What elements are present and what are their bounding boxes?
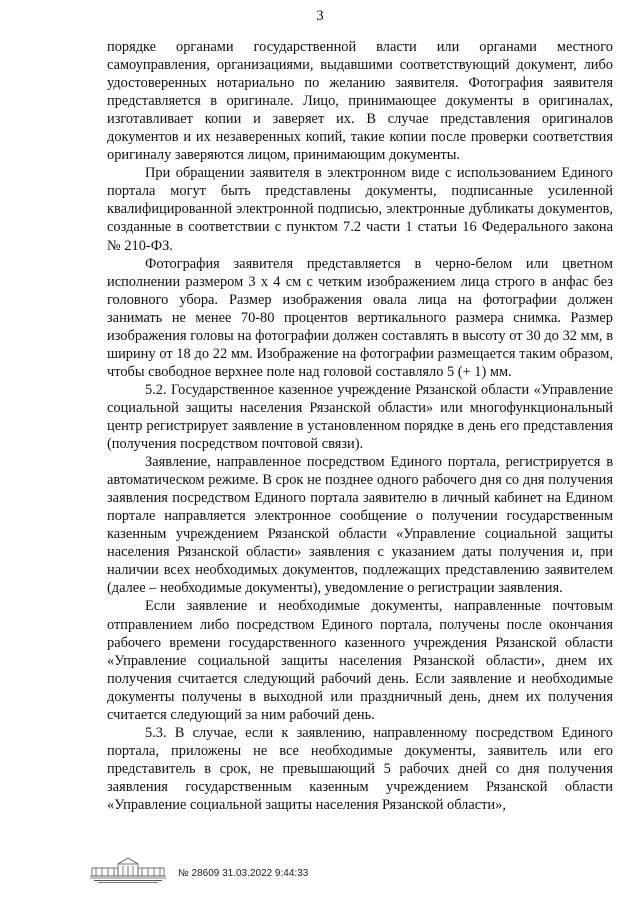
- paragraph-2: При обращении заявителя в электронном виде с использованием Единого портала могут быть представлены документы, подписанные усиленной квалифицированной электронной подписью, электронные дубликаты документов, созданные в соответствии с пунктом 7.2 части 1 статьи 16 Федерального закона № 210-ФЗ.: [107, 165, 613, 254]
- paragraph-5: Заявление, направленное посредством Единого портала, регистрируется в автоматическом режиме. В срок не позднее одного рабочего дня со дня получения заявления посредством Единого портала заявителю в личный кабинет на Едином портале направляется электронное сообщение о получении государственным казенным учреждением Рязанской области «Управление социальной защиты населения Рязанской области» заявления с указанием даты получения и, при наличии всех необходимых документов, подлежащих представлению заявителем (далее – необходимые документы), уведомление о регистрации заявления.: [107, 454, 613, 597]
- paragraph-7: 5.3. В случае, если к заявлению, направленному посредством Единого портала, приложены не все необходимые документы, заявитель или его представитель в срок, не превышающий 5 рабочих дней со дня получения заявления государственным казенным учреждением Рязанской области «Управление социальной защиты населения Рязанской области»,: [107, 724, 613, 813]
- paragraph-1: порядке органами государственной власти или органами местного самоуправления, организациями, выдавшими соответствующий документ, либо удостоверенных нотариально по желанию заявителя. Фотография заявителя представляется в оригинале. Лицо, принимающее документы в оригиналах, изготавливает копии и заверяет их. В случае представления оригиналов документов и их незаверенных копий, такие копии после проверки соответствия оригиналу заверяются лицом, принимающим документы.: [107, 39, 613, 164]
- paragraph-6: Если заявление и необходимые документы, направленные почтовым отправлением либо посредством Единого портала, получены после окончания рабочего времени государственного казенного учреждения Рязанской области «Управление социальной защиты населения Рязанской области», днем их получения считается следующий рабочий день. Если заявление и необходимые документы получены в выходной или праздничный день, днем их получения считается следующий за ним рабочий день.: [107, 598, 613, 723]
- government-building-logo-icon: [88, 856, 168, 884]
- paragraph-3: Фотография заявителя представляется в черно-белом или цветном исполнении размером 3 х 4 см с четким изображением лица строго в анфас без головного убора. Размер изображения овала лица на фотографии должен занимать не менее 70-80 процентов вертикального размера снимка. Размер изображения головы на фотографии должен составлять в высоту от 30 до 32 мм, в ширину от 18 до 22 мм. Изображение на фотографии размещается таким образом, чтобы свободное верхнее поле над головой составляло 5 (+ 1) мм.: [107, 255, 613, 380]
- document-body: [107, 38, 613, 814]
- registration-stamp: № 28609 31.03.2022 9:44:33: [178, 868, 309, 879]
- paragraph-4: 5.2. Государственное казенное учреждение Рязанской области «Управление социальной защиты населения Рязанской области» или многофункциональный центр регистрирует заявление в установленном порядке в день его представления (получения посредством почтовой связи).: [107, 381, 613, 453]
- page-number: 3: [316, 8, 324, 24]
